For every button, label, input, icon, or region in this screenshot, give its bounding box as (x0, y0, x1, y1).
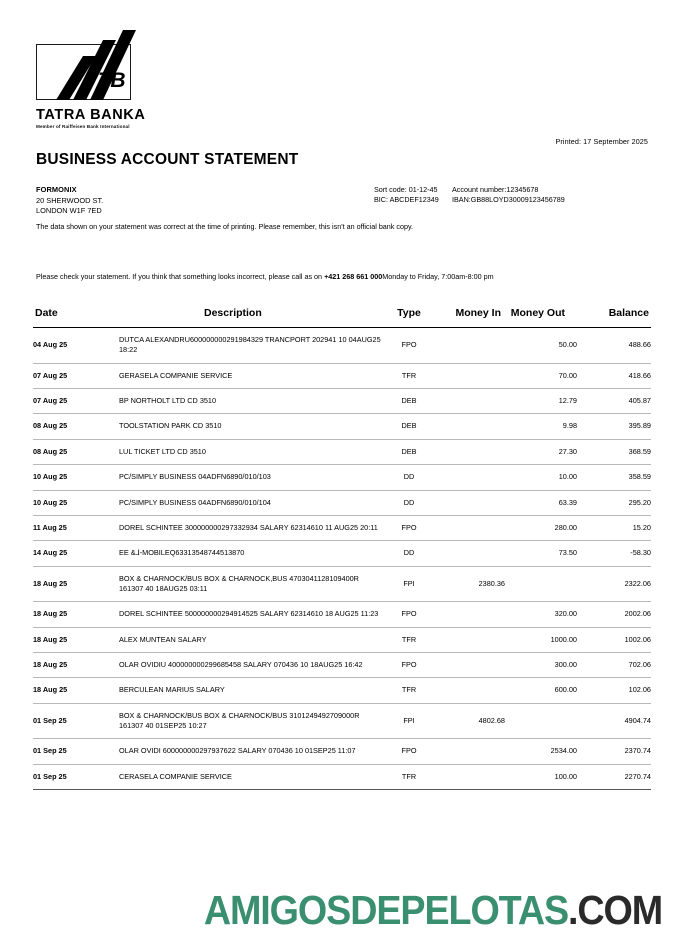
data-accuracy-notice: The data shown on your statement was correct at the time of printing. Please remember, this isn't an official bank copy. (36, 222, 414, 231)
transaction-type: FPI (381, 703, 437, 739)
transaction-type: DEB (381, 389, 437, 414)
account-details (374, 185, 565, 205)
column-header-description: Description (119, 303, 381, 328)
column-header-money-in: Money In (437, 303, 505, 328)
transaction-description: OLAR OVIDIU 400000000299685458 SALARY 070436 10 18AUG25 16:42 (119, 653, 381, 678)
transaction-money-out: 50.00 (505, 328, 577, 364)
table-row (33, 363, 651, 388)
transaction-money-out: 1000.00 (505, 627, 577, 652)
bank-logo (36, 26, 216, 129)
transaction-money-in: 4802.68 (437, 703, 505, 739)
transaction-type: DEB (381, 439, 437, 464)
column-header-date: Date (33, 303, 119, 328)
transaction-balance: 4904.74 (577, 703, 651, 739)
customer-address-line2: LONDON W1F 7ED (36, 206, 102, 216)
transaction-description: OLAR OVIDI 600000000297937622 SALARY 070436 10 01SEP25 11:07 (119, 739, 381, 764)
transaction-balance: 295.20 (577, 490, 651, 515)
transaction-money-out: 63.39 (505, 490, 577, 515)
transaction-money-in (437, 439, 505, 464)
transaction-balance: 2002.06 (577, 602, 651, 627)
logo-bars-icon (36, 26, 148, 104)
logo-mark (36, 26, 148, 104)
column-header-balance: Balance (577, 303, 651, 328)
transaction-date: 18 Aug 25 (33, 602, 119, 627)
logo-initials: TB (98, 69, 125, 92)
transaction-money-out: 10.00 (505, 465, 577, 490)
table-row (33, 602, 651, 627)
transaction-money-in: 2380.36 (437, 566, 505, 602)
transaction-type: FPO (381, 739, 437, 764)
transaction-balance: 2322.06 (577, 566, 651, 602)
transaction-date: 18 Aug 25 (33, 566, 119, 602)
transaction-type: TFR (381, 363, 437, 388)
transaction-type: TFR (381, 678, 437, 703)
transaction-date: 18 Aug 25 (33, 653, 119, 678)
table-row (33, 414, 651, 439)
transaction-balance: 488.66 (577, 328, 651, 364)
transaction-balance: 2270.74 (577, 764, 651, 789)
page-title: BUSINESS ACCOUNT STATEMENT (36, 151, 299, 168)
column-header-type: Type (381, 303, 437, 328)
table-row (33, 627, 651, 652)
transaction-money-out: 73.50 (505, 541, 577, 566)
transaction-type: FPO (381, 515, 437, 540)
bank-tagline: Member of Raiffeisen Bank International (36, 124, 130, 129)
table-row (33, 328, 651, 364)
transaction-date: 01 Sep 25 (33, 764, 119, 789)
transaction-money-in (437, 764, 505, 789)
account-line-2 (374, 195, 565, 205)
transaction-date: 14 Aug 25 (33, 541, 119, 566)
bic-code: BIC: ABCDEF12349 (374, 195, 439, 205)
transaction-money-in (437, 541, 505, 566)
transaction-money-out: 27.30 (505, 439, 577, 464)
table-header (33, 303, 651, 328)
transaction-balance: 418.66 (577, 363, 651, 388)
transaction-money-out: 280.00 (505, 515, 577, 540)
transaction-money-in (437, 465, 505, 490)
transaction-money-in (437, 490, 505, 515)
transaction-money-out (505, 566, 577, 602)
transaction-type: FPO (381, 602, 437, 627)
table-row (33, 541, 651, 566)
transaction-money-out: 300.00 (505, 653, 577, 678)
transaction-money-out (505, 703, 577, 739)
column-header-money-out: Money Out (505, 303, 577, 328)
transaction-date: 11 Aug 25 (33, 515, 119, 540)
transaction-money-in (437, 739, 505, 764)
sort-code: Sort code: 01-12-45 (374, 185, 438, 194)
transaction-balance: 405.87 (577, 389, 651, 414)
transaction-date: 04 Aug 25 (33, 328, 119, 364)
transaction-type: FPO (381, 653, 437, 678)
transaction-description: LUL TICKET LTD CD 3510 (119, 439, 381, 464)
transaction-money-in (437, 678, 505, 703)
transaction-description: CERASELA COMPANIE SERVICE (119, 764, 381, 789)
transaction-type: DD (381, 490, 437, 515)
transaction-description: PC/SIMPLY BUSINESS 04ADFN6890/010/103 (119, 465, 381, 490)
table-row (33, 389, 651, 414)
customer-address-line1: 20 SHERWOOD ST. (36, 195, 104, 205)
transaction-type: FPO (381, 328, 437, 364)
transaction-balance: 15.20 (577, 515, 651, 540)
transaction-type: TFR (381, 627, 437, 652)
transaction-date: 08 Aug 25 (33, 414, 119, 439)
table-header-row (33, 303, 651, 328)
transaction-date: 10 Aug 25 (33, 465, 119, 490)
table-body (33, 328, 651, 790)
table-row (33, 490, 651, 515)
watermark-brand: AMIGOSDEPELOTAS (203, 887, 568, 933)
watermark-tld: .COM (567, 887, 662, 933)
transaction-description: BOX & CHARNOCK/BUS BOX & CHARNOCK/BUS 3101249492709000R 161307 40 01SEP25 10:27 (119, 703, 381, 739)
transaction-description: DOREL SCHINTEE 300000000297332934 SALARY 62314610 11 AUG25 20:11 (119, 515, 381, 540)
contact-notice (36, 272, 494, 281)
transaction-balance: -58.30 (577, 541, 651, 566)
bank-name: TATRA BANKA (36, 107, 146, 123)
transaction-description: BOX & CHARNOCK/BUS BOX & CHARNOCK,BUS 4703041128109400R 161307 40 18AUG25 03:11 (119, 566, 381, 602)
transaction-money-out: 320.00 (505, 602, 577, 627)
transaction-money-out: 12.79 (505, 389, 577, 414)
transaction-balance: 358.59 (577, 465, 651, 490)
table-row (33, 465, 651, 490)
contact-notice-prefix: Please check your statement. If you think that something looks incorrect, please call as on (36, 272, 325, 281)
transaction-description: EE &⅃-MOBILEQ63313548744513870 (119, 541, 381, 566)
transaction-description: DUTCA ALEXANDRU60000000029198​4329 TRANCPORT 202941 10 04AUG25 18:22 (119, 328, 381, 364)
transaction-description: BERCULEAN MARIUS SALARY (119, 678, 381, 703)
transaction-description: PC/SIMPLY BUSINESS 04ADFN6890/010/104 (119, 490, 381, 515)
table-row (33, 739, 651, 764)
transaction-date: 18 Aug 25 (33, 627, 119, 652)
transaction-description: DOREL SCHINTEE 500000000294914525 SALARY 62314610 18 AUG25 11:23 (119, 602, 381, 627)
customer-company: FORMONIX (36, 185, 77, 194)
contact-phone-number: +421 268 661 000 (324, 272, 383, 281)
transaction-type: DEB (381, 414, 437, 439)
transaction-money-out: 70.00 (505, 363, 577, 388)
printed-date: Printed: 17 September 2025 (555, 137, 648, 146)
contact-notice-suffix: Monday to Friday, 7:00am-8:00 pm (382, 272, 494, 281)
transaction-date: 18 Aug 25 (33, 678, 119, 703)
transaction-type: FPI (381, 566, 437, 602)
transaction-balance: 102.06 (577, 678, 651, 703)
transaction-type: DD (381, 541, 437, 566)
table-row (33, 515, 651, 540)
transaction-description: BP NORTHOLT LTD CD 3510 (119, 389, 381, 414)
transaction-money-out: 2534.00 (505, 739, 577, 764)
transaction-money-in (437, 602, 505, 627)
transaction-description: GERASELA COMPANIE SERVICE (119, 363, 381, 388)
customer-address (36, 185, 103, 217)
transaction-date: 01 Sep 25 (33, 703, 119, 739)
transaction-money-in (437, 414, 505, 439)
transaction-money-in (437, 363, 505, 388)
transaction-money-in (437, 627, 505, 652)
transaction-money-in (437, 389, 505, 414)
transaction-balance: 2370.74 (577, 739, 651, 764)
transaction-type: DD (381, 465, 437, 490)
site-watermark (203, 887, 662, 933)
account-line-1 (374, 185, 565, 195)
account-number: Account number:12345678 (452, 185, 539, 194)
transaction-date: 07 Aug 25 (33, 363, 119, 388)
transaction-money-out: 600.00 (505, 678, 577, 703)
transaction-type: TFR (381, 764, 437, 789)
transaction-money-in (437, 328, 505, 364)
transaction-date: 07 Aug 25 (33, 389, 119, 414)
transaction-money-out: 100.00 (505, 764, 577, 789)
transaction-balance: 702.06 (577, 653, 651, 678)
transactions-table (33, 303, 651, 790)
transaction-money-in (437, 515, 505, 540)
transaction-description: ALEX MUNTEAN SALARY (119, 627, 381, 652)
transaction-balance: 395.89 (577, 414, 651, 439)
transaction-balance: 368.59 (577, 439, 651, 464)
transaction-date: 01 Sep 25 (33, 739, 119, 764)
transaction-description: TOOLSTATION PARK CD 3510 (119, 414, 381, 439)
transaction-balance: 1002.06 (577, 627, 651, 652)
table-row (33, 764, 651, 789)
transaction-date: 08 Aug 25 (33, 439, 119, 464)
iban-code: IBAN:GB88LOYD30009123456789 (452, 195, 565, 205)
transaction-money-in (437, 653, 505, 678)
transaction-date: 10 Aug 25 (33, 490, 119, 515)
table-row (33, 566, 651, 602)
transaction-money-out: 9.98 (505, 414, 577, 439)
table-row (33, 678, 651, 703)
table-row (33, 653, 651, 678)
table-row (33, 703, 651, 739)
table-row (33, 439, 651, 464)
